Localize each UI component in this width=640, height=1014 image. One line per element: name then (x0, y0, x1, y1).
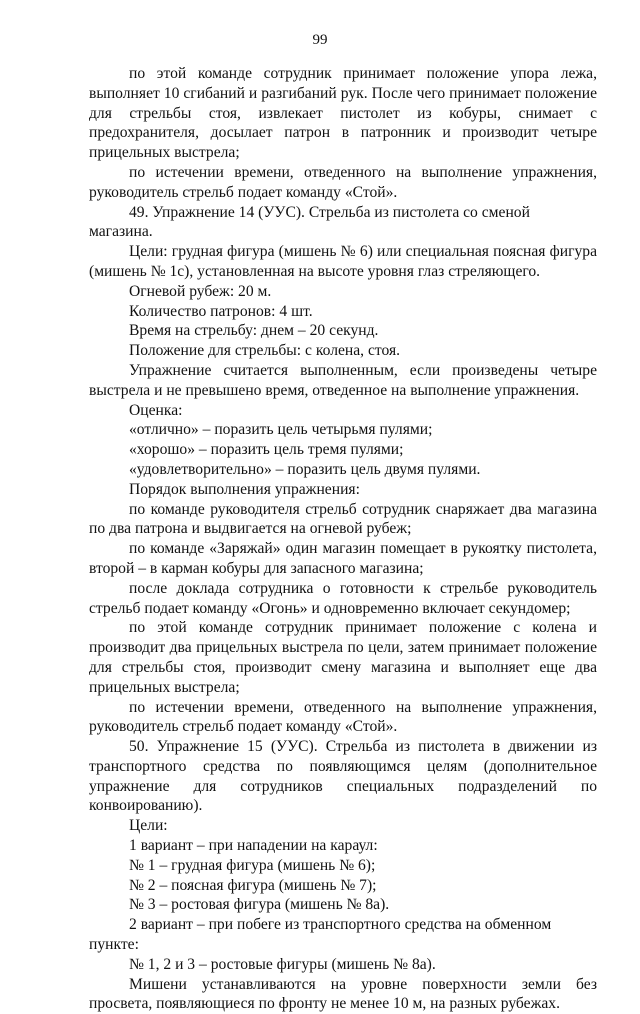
paragraph: после доклада сотрудника о готовности к стрельбе руководитель стрельб подает команду «Огонь» и одновременно включает секундомер; (89, 579, 597, 617)
paragraph: по истечении времени, отведенного на выполнение упражнения, руководитель стрельб подает команду «Стой». (89, 163, 597, 201)
list-item: № 2 – поясная фигура (мишень № 7); (129, 876, 377, 894)
paragraph: Упражнение считается выполненным, если произведены четыре выстрела и не превышено время, отведенное на выполнение упражнения. (89, 361, 597, 399)
paragraph: Положение для стрельбы: с колена, стоя. (129, 342, 401, 360)
paragraph: по команде руководителя стрельб сотрудник снаряжает два магазина по два патрона и выдвигается на огневой рубеж; (89, 500, 597, 538)
page-number: 99 (312, 32, 328, 48)
paragraph: 49. Упражнение 14 (УУС). Стрельба из пистолета со сменой магазина. (89, 203, 530, 241)
paragraph: Цели: (129, 817, 168, 835)
list-item: «отлично» – поразить цель четырьмя пулями; (129, 421, 433, 439)
paragraph: Оценка: (129, 401, 183, 419)
paragraph: по этой команде сотрудник принимает положение с колена и производит два прицельных выстрела по цели, затем принимает положение для стрельбы стоя, производит смену магазина и выполняет еще два прицельных выстрела; (89, 619, 597, 696)
list-item: № 3 – ростовая фигура (мишень № 8а). (129, 896, 390, 914)
paragraph: по этой команде сотрудник принимает положение упора лежа, выполняет 10 сгибаний и разгибаний рук. После чего принимает положение для стрельбы стоя, извлекает пистолет из кобуры, снимает с предохранителя, досылает патрон в патронник и производит четыре прицельных выстрела; (89, 65, 597, 162)
paragraph: 50. Упражнение 15 (УУС). Стрельба из пистолета в движении из транспортного средства по появляющимся целям (дополнительное упражнение для сотрудников специальных подразделений по конвоированию). (89, 738, 597, 815)
paragraph: по команде «Заряжай» один магазин помещает в рукоятку пистолета, второй – в карман кобуры для запасного магазина; (89, 540, 597, 577)
list-item: «удовлетворительно» – поразить цель двумя пулями. (129, 460, 481, 478)
paragraph: Количество патронов: 4 шт. (129, 302, 313, 320)
paragraph: Цели: грудная фигура (мишень № 6) или специальная поясная фигура (мишень № 1с), установленная на высоте уровня глаз стреляющего. (89, 243, 597, 280)
list-item: № 1 – грудная фигура (мишень № 6); (129, 856, 376, 874)
list-item: 1 вариант – при нападении на караул: (129, 837, 378, 855)
list-item: «хорошо» – поразить цель тремя пулями; (129, 441, 404, 459)
paragraph: Время на стрельбу: днем – 20 секунд. (129, 322, 379, 340)
paragraph: Порядок выполнения упражнения: (129, 480, 360, 498)
list-item: 2 вариант – при побеге из транспортного средства на обменном пункте: (89, 916, 552, 954)
paragraph: Огневой рубеж: 20 м. (129, 282, 272, 300)
paragraph: по истечении времени, отведенного на выполнение упражнения, руководитель стрельб подает команду «Стой». (89, 698, 597, 736)
text-body (89, 64, 597, 1014)
paragraph: Мишени устанавливаются на уровне поверхности земли без просвета, появляющиеся по фронту не менее 10 м, на разных рубежах. (89, 975, 597, 1013)
list-item: № 1, 2 и 3 – ростовые фигуры (мишень № 8а). (129, 955, 436, 973)
